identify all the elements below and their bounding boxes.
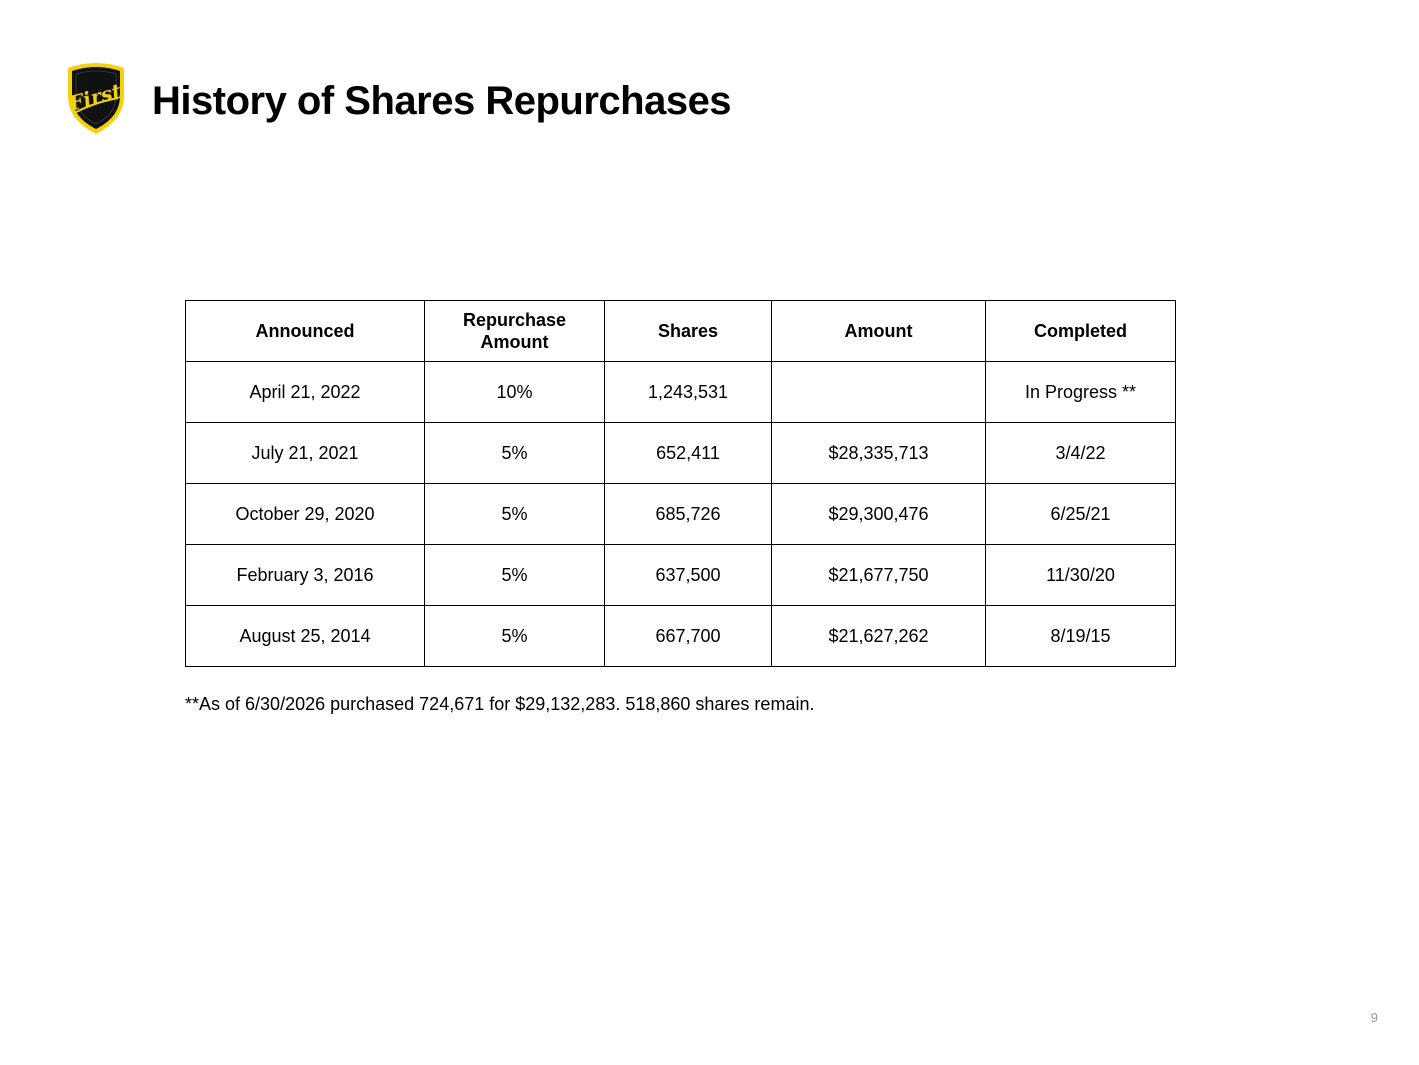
amount-cell xyxy=(772,362,986,423)
shield-icon xyxy=(62,60,130,136)
amount-cell: $29,300,476 xyxy=(772,484,986,545)
table-row xyxy=(186,545,1176,606)
company-logo xyxy=(62,60,130,136)
table-row xyxy=(186,484,1176,545)
column-header-repurchase-amount-label: Repurchase Amount xyxy=(462,310,567,352)
announced-cell: October 29, 2020 xyxy=(186,484,425,545)
announced-cell: August 25, 2014 xyxy=(186,606,425,667)
shares-cell: 667,700 xyxy=(605,606,772,667)
repurchase-amount-cell: 5% xyxy=(425,545,605,606)
amount-cell: $21,677,750 xyxy=(772,545,986,606)
repurchase-amount-cell: 5% xyxy=(425,423,605,484)
announced-cell: July 21, 2021 xyxy=(186,423,425,484)
table-header-row xyxy=(186,301,1176,362)
table-row xyxy=(186,423,1176,484)
column-header-shares: Shares xyxy=(605,301,772,362)
column-header-amount: Amount xyxy=(772,301,986,362)
completed-cell: In Progress ** xyxy=(986,362,1176,423)
shares-cell: 637,500 xyxy=(605,545,772,606)
svg-text:First: First xyxy=(66,78,124,116)
shares-cell: 685,726 xyxy=(605,484,772,545)
amount-cell: $21,627,262 xyxy=(772,606,986,667)
completed-cell: 6/25/21 xyxy=(986,484,1176,545)
completed-cell: 11/30/20 xyxy=(986,545,1176,606)
table-row xyxy=(186,606,1176,667)
repurchase-amount-cell: 5% xyxy=(425,606,605,667)
column-header-announced: Announced xyxy=(186,301,425,362)
completed-cell: 3/4/22 xyxy=(986,423,1176,484)
announced-cell: April 21, 2022 xyxy=(186,362,425,423)
table-row xyxy=(186,362,1176,423)
announced-cell: February 3, 2016 xyxy=(186,545,425,606)
column-header-repurchase-amount xyxy=(425,301,605,362)
shares-cell: 652,411 xyxy=(605,423,772,484)
completed-cell: 8/19/15 xyxy=(986,606,1176,667)
column-header-completed: Completed xyxy=(986,301,1176,362)
page-title: History of Shares Repurchases xyxy=(152,79,732,123)
repurchase-history-table xyxy=(185,300,1176,667)
shares-cell: 1,243,531 xyxy=(605,362,772,423)
repurchase-amount-cell: 10% xyxy=(425,362,605,423)
amount-cell: $28,335,713 xyxy=(772,423,986,484)
repurchase-amount-cell: 5% xyxy=(425,484,605,545)
footnote: **As of 6/30/2026 purchased 724,671 for $29,132,283. 518,860 shares remain. xyxy=(185,694,815,714)
page-number: 9 xyxy=(1370,1010,1378,1025)
